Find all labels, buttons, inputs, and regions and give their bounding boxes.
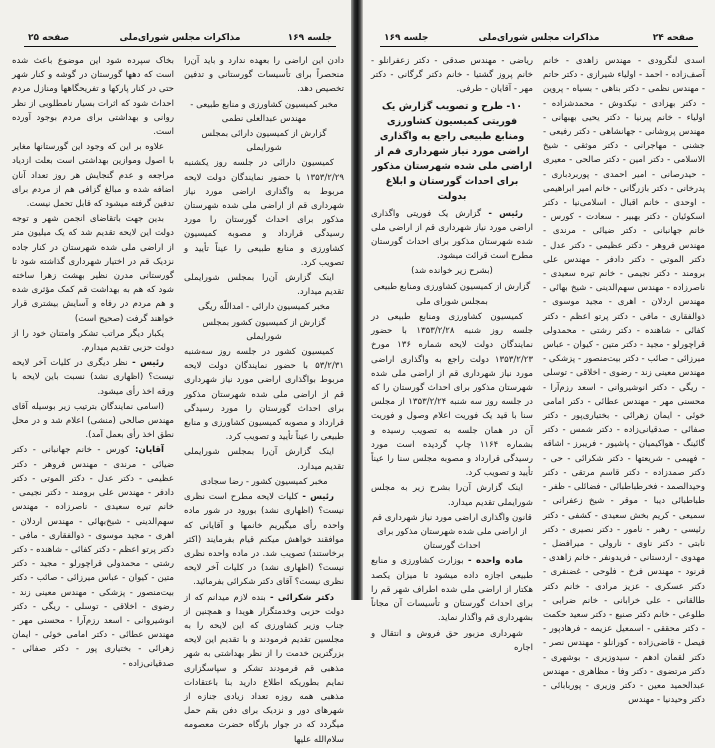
left-page [0,0,352,745]
right-page [363,0,715,706]
paragraph [184,345,344,444]
paragraph [12,140,174,211]
paragraph [371,481,533,509]
paragraph [12,400,174,443]
speaker-name: ماده واحده - [463,556,523,567]
text-column-left [12,54,174,672]
session-number: جلسه ۱۶۹ [287,33,332,43]
paragraph-text: بمجلس شورای ملی [416,296,488,307]
paragraph [184,445,344,473]
paragraph [371,295,533,309]
paragraph [371,54,533,97]
paragraph [184,300,344,314]
paragraph-text: ریاضی - مهندس صدقی - دکتر زعفرانلو - خانم پروز گشتیا - خانم دکتر گرگانی - دکتر مهر - آقایان - طرفی. [371,56,533,95]
paragraph-text: (بشرح زیر خوانده شد) [411,266,493,277]
paragraph-text: بخاک سپرده شود این موضوع باعث شده است که دهها گورستان در گوشه و کنار شهر حتی در کنار پارکها و تفریحگاهها ومنازل مردم احداث شود که اثرات بسیار نامطلوبی از نظر روانی و بهداشتی برای مردم بوجود آورده است. [12,56,174,138]
paragraph [12,212,174,326]
paragraph-text: گزارش از کمیسیون کشور بمجلس شورایملی [202,317,326,342]
paragraph-text: بنده لازم میدانم که از دولت حزبی وخدمتگزار هویدا و همچنین از جناب وزیر کشاورزی که این لایحه را به مجلسین تقدیم فرمودند و با تقدیم این لایحه بزرگترین خدمت را از نظر بهداشتی به شهر مذهبی قم فرمودند تشکر و سپاسگزاری نمایم بطوریکه اطلاع دارید بنا باعتقادات مذهبی همه روزه تعداد زیادی جنازه از شهرهای دور و نزدیک برای دفن بقم حمل میگردد که در جوار بارگاه حضرت معصومه سلام‌الله علیها [184,592,344,745]
paragraph-text: (اسامی نمایندگان بترتیب زیر بوسیله آقای مهندس صالحی (منشی) اعلام شد و در محل نطق اخذ رأی بعمل آمد). [12,401,174,441]
paragraph [12,327,174,355]
speaker-name: رئیس - [481,208,523,219]
paragraph [12,54,174,139]
paragraph-text: کمیسیون کشور در جلسه روز سه‌شنبه ۵۳/۲/۳۱ با حضور نمایندگان دولت لایحه مربوط بواگذاری اراضی مورد نیاز شهرداری قم از اراضی ملی شده شهرستان مذکور برای احداث گورستان را مورد رسیدگی قرارداد و مصوبه کمیسیون کشاورزی و منابع طبیعی را عیناً تأیید و تصویب کرد. [184,347,344,443]
paragraph-text: اینک گزارش آن‌را بشرح زیر به مجلس شورایملی تقدیم میدارد. [371,483,533,508]
paragraph-text: مخبر کمیسیون کشور - رضا سجادی [200,476,328,487]
paragraph [184,316,344,344]
text-column-left [371,54,533,656]
paragraph-text: نظر دیگری در کلیات آخر لایحه نیست؟ (اظهاری نشد) نسبت باین لایحه با ورقه اخذ رأی میشود. [12,358,174,397]
text-column-right [184,54,344,748]
page-header [24,32,336,47]
paragraph-text: اسدی لنگرودی - مهندس زاهدی - خانم آصف‌زاده - احمد - اولیاء شیرازی - دکتر حاتم - مهندس نظمی - دکتر بناهی - بسیاه - پروین - دکتر بهزادی - نیکدوش - محمدشزاده - اولیاء - خانم پیرنیا - دکتر یحیی بهبهانی - مهندس پروشانی - جهانشاهی - دکتر رفیعی - جشنی - مهاجرانی - دکتر موثقی - شیخ الاسلامی - دکتر امین - دکتر صالحی - معیری - حیدرصانی - امیر احمدی - پوربردباری - پدرخانی - دکتر بازرگانی - خانم امیر ابراهیمی - اوحدی - خانم اقبال - اسلامی‌نیا - دکتر اسکوئیان - دکتر بهبیر - سعادت - کورس - خانم جهانبانی - دکتر ضیائی - مرندی - مهندس فروهر - دکتر عظیمی - دکتر عدل - دکتر الموتی - دکتر دادفر - مهندس علی برومند - دکتر نجیمی - خانم تیره سعیدی - ناصرزاده - مهندس سهم‌الدینی - شیخ بهائی - مهندس اردلان - اهری - مجید موسوی - ذوالفقاری - مافی - دکتر پرتو اعظم - دکتر کفائی - شاهنده - دکتر رشتی - محمدولی قراچورلو - مجید - دکتر متین - کیوان - عباس میرزائی - صائب - دکتر بیت‌منصور - پزشکی - مهندس معینی زند - رضوی - اخلاقی - توسلی - ریگی - دکتر انوشیروانی - اسعد رزم‌آرا - محسنی مهر - مهندس عطائی - دکتر امامی خوئی - ایمان زهرائی - بختیاری‌پور - دکتر صفائی - صدقیانی‌زاده - دکتر شمس - دکتر گائینگ - هواکیمیان - پاشیور - فریبرز - اشاقه - فهیمی - شریعتها - دکتر شکرائی - حی - دکتر صمدزاده - دکتر قاسم مرتقی - دکتر وحیدالصمد - فخرطباطبائی - فضائلی - ظفر - طباطبائی دیبا - موقر - شیخ زعفرانی - سمیعی - کریم بخش سعیدی - کشفی - دکتر رئیسی - رهبر - نامور - دکتر نصیری - دکتر نابتی - دکتر ناوی - نارولی - میرافضل - مهدوی - اردستانی - فریدونفر - خانم زاهدی - فرنود - مهندس فرخ - فلوحی - غضنفری - دکتر عسکری - عزیز مرادی - خانم دکتر طالقانی - علی خرابانی - خانم ضرابی - طلوعی - خانم دکتر صنیع - دکتر سعید حکمت - دکتر محققی - اسمعیل عزیمه - فرهادپور - فیصل - قاضی‌زاده - کورانلو - مهندس نصر - دکتر لقمان ادهم - سیدوزیری - بوشهری - دکتر مرتضوی - دکتر وفا - مظاهری - مهندس عبدالحمید معین - دکتر وزیری - پوربابائی - دکتر وحیدنیا - مهندس [543,56,705,706]
speaker-paragraph [371,554,533,625]
paragraph-text: کمیسیون کشاورزی ومنابع طبیعی در جلسه روز شنبه ۱۳۵۳/۲/۲۸ با حضور نمایندگان دولت لایحه شماره ۱۳۶ مورخ ۱۳۵۳/۲/۲۳ دولت راجع به واگذاری اراضی مورد نیاز شهرداری قم از اراضی ملی شده شهرستان مذکور برای احداث گورستان را که در جلسه روز سه شنبه ۱۳۵۳/۲/۲۴ از مجلس سنا با قید یک فوریت اعلام وصول و فوریت آن در همان جلسه به تصویب رسیده و بشماره ۱۱۶۴ چاپ گردیده است مورد رسیدگی قرارداد و مصوبه مجلس سنا را عیناً تأیید و تصویب کرد. [371,312,534,479]
paragraph-text: کمیسیون دارائی در جلسه روز یکشنبه ۱۳۵۳/۲/۲۹ با حضور نمایندگان دولت لایحه مربوط به واگذاری اراضی مورد نیاز شهرداری قم از اراضی ملی شده شهرستان مذکور برای احداث گورستان را مورد رسیدگی قرارداد و مصوبه کمیسیون کشاورزی و منابع طبیعی را عیناً تأیید و تصویب کرد. [184,158,344,268]
paragraph-text: قانون واگذاری اراضی مورد نیاز شهرداری قم از اراضی ملی شده شهرستان مذکور برای احداث گورستان [372,512,532,552]
speaker-paragraph [184,490,344,589]
publication-title: مذاکرات مجلس شورای‌ملی [119,33,241,43]
speaker-name: رئیس - [127,358,164,369]
page-header [380,32,698,47]
speaker-paragraph [184,591,344,747]
speaker-paragraph [12,356,174,399]
paragraph [184,156,344,270]
paragraph [184,98,344,126]
speaker-paragraph [12,443,174,670]
paragraph-text: گزارش از کمیسیون کشاورزی ومنابع طبیعی [373,281,531,292]
paragraph-text: شهرداری مزبور حق فروش و انتقال و اجاره [371,628,533,653]
paragraph-text: گزارش از کمیسیون دارائی بمجلس شورایملی [201,129,327,154]
paragraph [371,627,533,655]
section-heading [371,99,533,204]
paragraph [371,310,533,480]
paragraph-text: گزارش یک فوریتی واگذاری اراضی مورد نیاز شهرداری قم از اراضی ملی شده شهرستان مذکور برای احداث گورستان مطرح است قرائت میشود. [371,208,533,262]
book-spine-gutter [351,0,363,600]
speaker-name: دکتر شکرائی - [265,592,334,603]
paragraph-text: یکبار دیگر مراتب تشکر وامتنان خود را از دولت حزبی تقدیم میدارم. [12,328,174,354]
paragraph-text: بوزارت کشاورزی و منابع طبیعی اجازه داده میشود تا میزان یکصد هکتار از اراضی ملی شده اطراف شهر قم را برای احداث گورستان و تأسیسات آن مجاناً بشهرداری قم واگذار نماید. [371,556,533,624]
publication-title: مذاکرات مجلس شورای‌ملی [478,33,600,43]
speaker-paragraph [371,207,533,264]
paragraph-text: مخبر کمیسیون دارائی - امداللّه ریگی [198,302,330,313]
paragraph [371,511,533,554]
paragraph-text: مخبر کمیسیون کشاورزی و منابع طبیعی - مهندس عبدالعلی نطمی [190,99,338,124]
paragraph-text: اینک گزارش آن‌را بمجلس شورایملی تقدیم میدارد. [184,273,344,298]
speaker-name: آقایان: [129,445,164,456]
paragraph-text: کورس - خانم جهانبانی - دکتر ضیائی - مرندی - مهندس فروهر - دکتر عظیمی - دکتر عدل - دکتر الموتی - دکتر دادفر - مهندس علی برومند - دکتر نجیمی - خانم تیره سعیدی - ناصرزاده - مهندس سهم‌الدینی - شیخ‌بهائی - مهندس اردلان - اهری - مجید موسوی - ذوالفقاری - مافی - دکتر پرتو اعظم - دکتر کفائی - شاهنده - دکتر رشتی - محمدولی قراچورلو - مجید - دکتر متین - کیوان - عباس میرزائی - صائب - دکتر بیت‌منصور - پزشکی - مهندس معینی زند - رضوی - اخلاقی - توسلی - ریگی - دکتر انوشیروانی - اسعد رزم‌آرا - محسنی مهر - مهندس عطائی - دکتر امامی خوئی - ایمان زهرائی - بختیاری پور - دکتر صفائی - صدقیانی‌زاده - [12,445,174,669]
paragraph [184,475,344,489]
session-number: جلسه ۱۶۹ [384,33,429,43]
paragraph [371,280,533,294]
paragraph-text: دادن این اراضی را بعهده ندارد و باید آن‌را منحصراً برای تأسیسات گورستانی و تدفین تخصیص دهد. [184,56,344,95]
paragraph-text: اینک گزارش آن‌را بمجلس شورایملی تقدیم میدارد. [184,447,344,472]
paragraph [184,127,344,155]
speaker-name: رئیس - [298,492,334,503]
text-column-right [543,54,705,708]
paragraph [371,264,533,278]
paragraph [543,54,705,707]
paragraph-text: ۱۰- طرح و تصویب گزارش یک فوریتی کمیسیون کشاورزی ومنابع طبیعی راجع به واگذاری اراضی مورد نیاز شهرداری قم از اراضی ملی شده شهرستان مذکور برای احداث گورستان و ابلاغ بدولت [371,100,533,202]
paragraph-text: علاوه بر این که وجود این گورستانها مغایر با اصول وموازین بهداشتی است بعلت ازدیاد مراجعه و عدم گنجایش هر روز تعداد آنان اضافه شده و مبالغ گزافی هم از مردم برای تدفین گرفته میشود که قابل تحمل نیست. [12,142,174,210]
paragraph-text: کلیات لایحه مطرح است نظری نیست؟ (اظهاری نشد) بورود در شور ماده واحده رأی میگیریم خانمها و آقایانی که موافقند خواهش میکنم قیام بفرمایند (اکثر برخاستند) تصویب شد. در ماده واحده نظری نیست؟ (اظهاری نشد) در کلیات آخر لایحه نظری نیست؟ آقای دکتر شکرائی بفرمائید. [184,492,344,588]
paragraph-text: بدین جهت باتقاضای انجمن شهر و توجه دولت این لایحه تقدیم شد که یک میلیون متر از اراضی ملی شده شهرستان در کنار جاده نزدیک قم در اختیار شهرداری گذاشته شود تا گورستانی مدرن نظیر بهشت زهرا ساخته شود که هم به بهداشت قم کمک مؤثری شده و هم مردم در رفاه و آسایش بیشتری قرار خواهند گرفت (صحیح است) [12,214,174,324]
paragraph [184,271,344,299]
page-number: صفحه ۲۵ [28,33,70,43]
paragraph [184,54,344,97]
page-number: صفحه ۲۴ [652,33,694,43]
